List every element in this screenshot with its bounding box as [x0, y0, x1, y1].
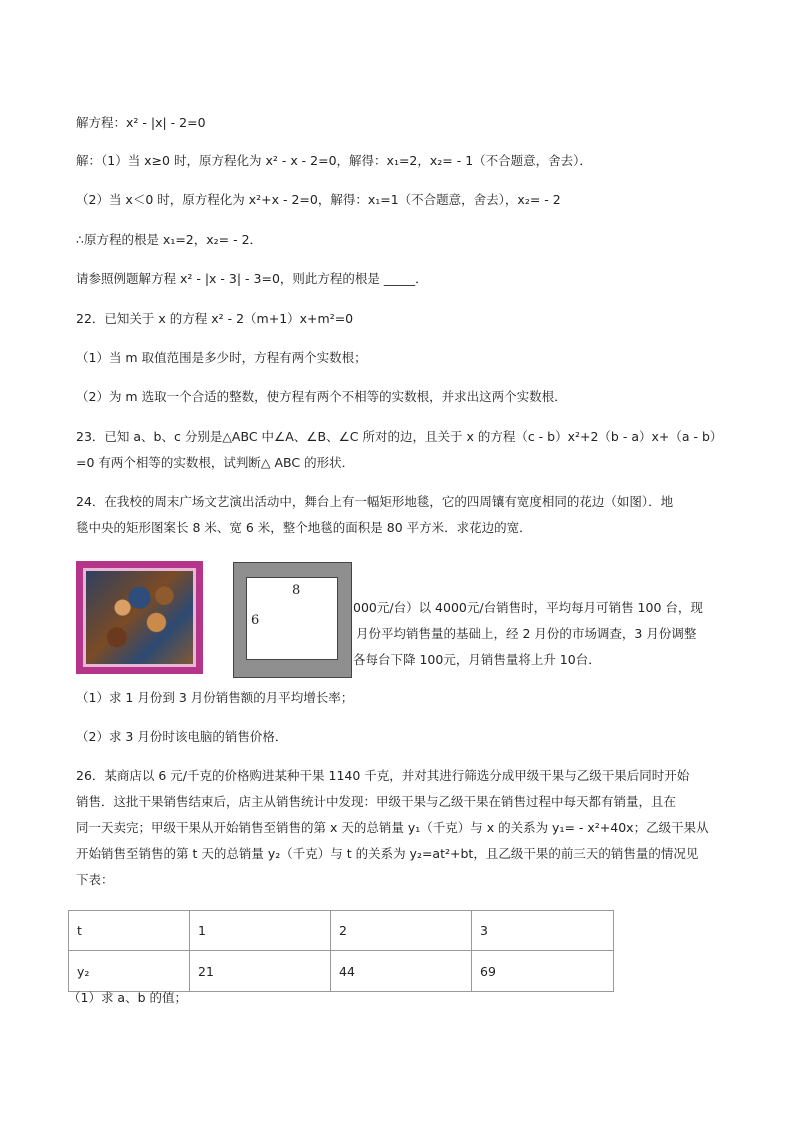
question-26-line-5: 下表：: [76, 872, 114, 887]
question-24-line-1: 24．在我校的周末广场文艺演出活动中，舞台上有一幅矩形地毯，它的四周镶有宽度相同的花边（如图）．地: [76, 494, 674, 509]
question-26-line-4: 开始销售至销售的第 t 天的总销量 y₂（千克）与 t 的关系为 y₂=at²+bt，且乙级干果的前三天的销售量的情况见: [76, 846, 699, 861]
table-cell: 44: [331, 951, 472, 992]
carpet-diagram: [233, 562, 352, 678]
table-row: [69, 951, 614, 992]
solution-line-1: 解：（1）当 x≥0 时，原方程化为 x² - x - 2=0，解得：x₁=2，x₂= - 1（不合题意，舍去）．: [76, 153, 592, 168]
question-26-line-3: 同一天卖完；甲级干果从开始销售至销售的第 x 天的总销量 y₁（千克）与 x 的关系为 y₁= - x²+40x；乙级干果从: [76, 820, 709, 835]
table-cell: 2: [331, 911, 472, 951]
table-cell: t: [69, 911, 190, 951]
question-22-part-2: （2）为 m 选取一个合适的整数，使方程有两个不相等的实数根，并求出这两个实数根．: [76, 389, 567, 404]
question-23-line-1: 23．已知 a、b、c 分别是△ABC 中∠A、∠B、∠C 所对的边，且关于 x 的方程（c - b）x²+2（b - a）x+（a - b）: [76, 429, 723, 444]
solution-line-2: （2）当 x＜0 时，原方程化为 x²+x - 2=0，解得：x₁=1（不合题意，舍去），x₂= - 2: [76, 192, 561, 207]
question-25-fragment-3: 各每台下降 100元，月销售量将上升 10台．: [353, 652, 601, 667]
table-cell: y₂: [69, 951, 190, 992]
exercise-prompt: 请参照例题解方程 x² - |x - 3| - 3=0，则此方程的根是 _____．: [76, 271, 428, 286]
table-cell: 1: [190, 911, 331, 951]
question-26-line-2: 销售．这批干果销售结束后，店主从销售统计中发现：甲级干果与乙级干果在销售过程中每天都有销量，且在: [76, 794, 677, 809]
question-24-line-2: 毯中央的矩形图案长 8 米、宽 6 米，整个地毯的面积是 80 平方米．求花边的宽．: [76, 520, 532, 535]
solution-conclusion: ∴原方程的根是 x₁=2，x₂= - 2．: [76, 232, 263, 247]
question-23-line-2: =0 有两个相等的实数根，试判断△ ABC 的形状．: [76, 455, 355, 470]
width-label: 6: [251, 613, 260, 628]
question-22-part-1: （1）当 m 取值范围是多少时，方程有两个实数根；: [76, 350, 367, 365]
question-25-part-2: （2）求 3 月份时该电脑的销售价格．: [76, 729, 288, 744]
problem-intro: 解方程：x² - |x| - 2=0: [76, 115, 206, 130]
table-cell: 69: [472, 951, 614, 992]
table-cell: 3: [472, 911, 614, 951]
length-label: 8: [292, 583, 301, 598]
sales-table: [68, 910, 614, 992]
table-cell: 21: [190, 951, 331, 992]
carpet-photo: [76, 561, 203, 674]
question-25-part-1: （1）求 1 月份到 3 月份销售额的月平均增长率；: [76, 690, 354, 705]
question-26-line-1: 26．某商店以 6 元/千克的价格购进某种干果 1140 千克，并对其进行筛选分成甲级干果与乙级干果后同时开始: [76, 768, 690, 783]
question-25-fragment-2: 月份平均销售量的基础上，经 2 月份的市场调查，3 月份调整: [356, 626, 697, 641]
question-22: 22．已知关于 x 的方程 x² - 2（m+1）x+m²=0: [76, 311, 354, 326]
question-26-part-1: （1）求 a、b 的值；: [68, 990, 187, 1005]
question-25-fragment-1: 000元/台）以 4000元/台销售时，平均每月可销售 100 台，现: [353, 600, 703, 615]
table-row: [69, 911, 614, 951]
